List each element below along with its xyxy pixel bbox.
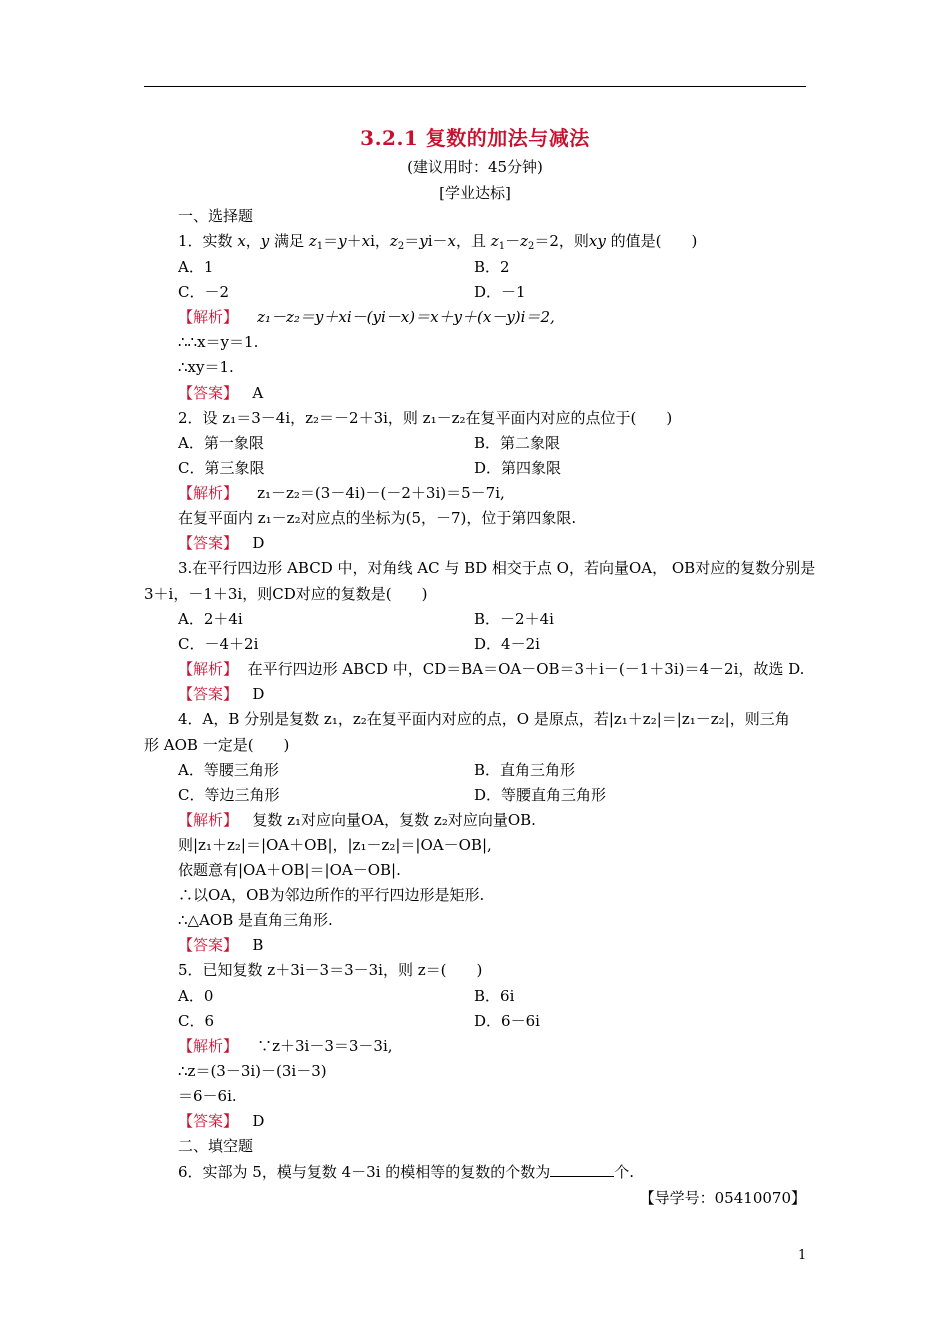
- q1-option-b: B．2: [474, 258, 510, 276]
- section-heading-fill: 二、填空题: [178, 1137, 254, 1155]
- q1-solution-line-3: ∴xy＝1.: [178, 358, 234, 376]
- question-4-stem-line-1: 4．A，B 分别是复数 z₁，z₂在复平面内对应的点，O 是原点，若|z₁＋z₂|＝|z₁－z₂|，则三角: [178, 710, 790, 728]
- q3-answer: 【答案】 D: [178, 685, 265, 703]
- q4-solution-line-5: ∴△AOB 是直角三角形.: [178, 911, 333, 929]
- jiexi-tag: 【解析】: [178, 660, 239, 678]
- q1-solution-line-1: 【解析】 z₁－z₂＝y＋xi－(yi－x)＝x＋y＋(x－y)i＝2,: [178, 308, 555, 326]
- suggested-time: (建议用时：45分钟): [407, 158, 543, 176]
- q4-solution-line-4: ∴以OA，OB为邻边所作的平行四边形是矩形.: [178, 886, 485, 904]
- q5-option-c: C．6: [178, 1012, 215, 1030]
- page-number: 1: [798, 1248, 807, 1263]
- q4-solution-line-3: 依题意有|OA＋OB|＝|OA－OB|.: [178, 861, 401, 879]
- q5-option-b: B．6i: [474, 987, 515, 1005]
- q1-solution-line-2: ∴∴x＝y＝1.: [178, 333, 259, 351]
- answer-tag: 【答案】: [178, 685, 239, 703]
- guide-number: 【导学号：05410070】: [639, 1189, 806, 1207]
- section-heading-choice: 一、选择题: [178, 207, 254, 225]
- jiexi-tag: 【解析】: [178, 811, 239, 829]
- q1-option-d: D．－1: [474, 283, 526, 301]
- question-2-stem: 2．设 z₁＝3－4i，z₂＝－2＋3i，则 z₁－z₂在复平面内对应的点位于( ): [178, 409, 673, 427]
- question-5-stem: 5．已知复数 z＋3i－3＝3－3i，则 z＝( ): [178, 961, 483, 979]
- q5-answer: 【答案】 D: [178, 1112, 265, 1130]
- answer-tag: 【答案】: [178, 534, 239, 552]
- q4-solution-line-2: 则|z₁＋z₂|＝|OA＋OB|，|z₁－z₂|＝|OA－OB|,: [178, 836, 492, 854]
- answer-blank: [550, 1162, 614, 1177]
- q2-option-a: A．第一象限: [178, 434, 264, 452]
- q4-option-a: A．等腰三角形: [178, 761, 279, 779]
- q2-solution-line-1: 【解析】 z₁－z₂＝(3－4i)－(－2＋3i)＝5－7i,: [178, 484, 505, 502]
- q2-answer: 【答案】 D: [178, 534, 265, 552]
- q2-option-b: B．第二象限: [474, 434, 561, 452]
- q3-option-b: B．－2＋4i: [474, 610, 554, 628]
- q1-answer: 【答案】 A: [178, 384, 264, 402]
- question-1-stem: 1．实数 x，y 满足 $z_1=y+xi$，$z_2=yi-x$，且 $z_1-z_2=2$，则xy 的值是( ): [178, 232, 698, 252]
- jiexi-tag: 【解析】: [178, 308, 239, 326]
- q3-solution-line-1: 【解析】 在平行四边形 ABCD 中，CD＝BA＝OA－OB＝3＋i－(－1＋3i)＝4－2i，故选 D.: [178, 660, 805, 678]
- q3-option-c: C．－4＋2i: [178, 635, 259, 653]
- level-label: [学业达标]: [439, 184, 511, 202]
- q5-option-a: A．0: [178, 987, 214, 1005]
- q4-option-c: C．等边三角形: [178, 786, 280, 804]
- q2-solution-line-2: 在复平面内 z₁－z₂对应点的坐标为(5，－7)，位于第四象限.: [178, 509, 577, 527]
- q2-option-c: C．第三象限: [178, 459, 265, 477]
- q2-option-d: D．第四象限: [474, 459, 562, 477]
- q3-option-a: A．2＋4i: [178, 610, 243, 628]
- q4-answer: 【答案】 B: [178, 936, 264, 954]
- q4-option-d: D．等腰直角三角形: [474, 786, 607, 804]
- answer-tag: 【答案】: [178, 1112, 239, 1130]
- q5-solution-line-3: ＝6－6i.: [178, 1087, 237, 1105]
- question-6-stem: 6．实部为 5，模与复数 4－3i 的模相等的复数的个数为 个.: [178, 1163, 635, 1181]
- q3-option-d: D．4－2i: [474, 635, 540, 653]
- question-4-stem-line-2: 形 AOB 一定是( ): [144, 736, 290, 754]
- answer-tag: 【答案】: [178, 936, 239, 954]
- q1-option-c: C．－2: [178, 283, 230, 301]
- jiexi-tag: 【解析】: [178, 1037, 239, 1055]
- q5-solution-line-2: ∴z＝(3－3i)－(3i－3): [178, 1062, 327, 1080]
- q4-solution-line-1: 【解析】 复数 z₁对应向量OA，复数 z₂对应向量OB.: [178, 811, 536, 829]
- q4-option-b: B．直角三角形: [474, 761, 576, 779]
- q1-option-a: A．1: [178, 258, 214, 276]
- question-3-stem-line-1: 3.在平行四边形 ABCD 中，对角线 AC 与 BD 相交于点 O，若向量OA， OB对应的复数分别是: [178, 559, 816, 577]
- top-rule: [144, 86, 806, 87]
- answer-tag: 【答案】: [178, 384, 239, 402]
- question-3-stem-line-2: 3＋i，－1＋3i，则CD对应的复数是( ): [144, 585, 428, 603]
- q5-option-d: D．6－6i: [474, 1012, 540, 1030]
- jiexi-tag: 【解析】: [178, 484, 239, 502]
- page-title: 3.2.1 复数的加法与减法: [360, 126, 590, 150]
- q5-solution-line-1: 【解析】 ∵z＋3i－3＝3－3i,: [178, 1037, 393, 1055]
